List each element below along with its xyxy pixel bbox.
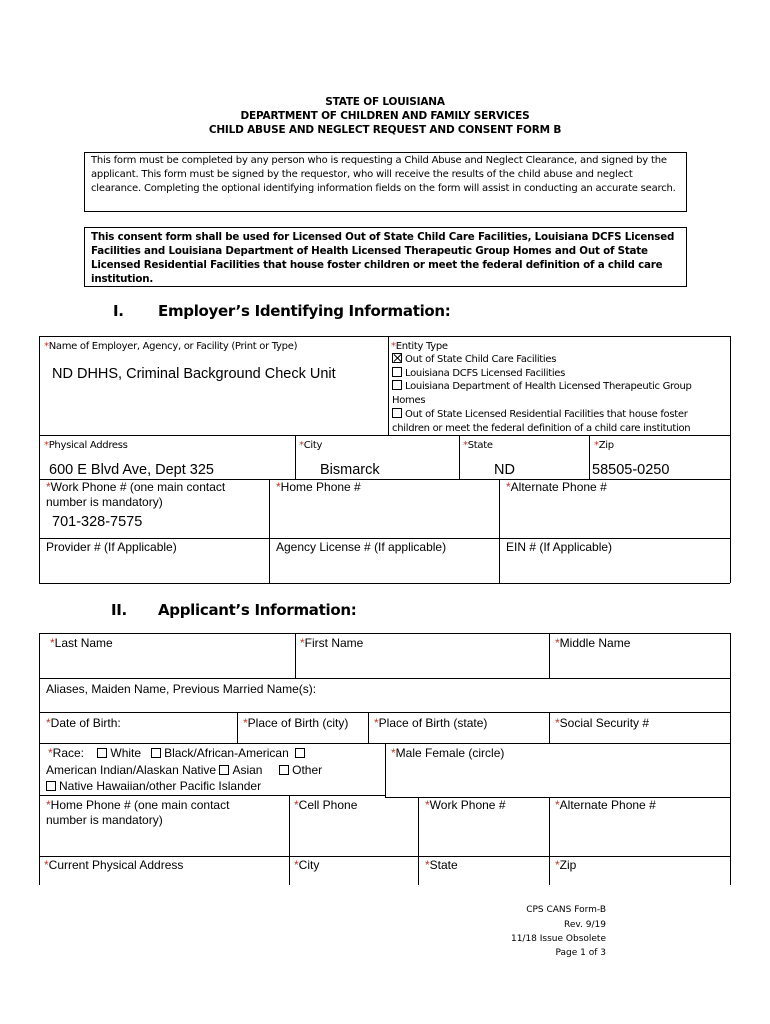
current-address-label: *Current Physical Address — [44, 858, 184, 872]
race-hawaiian-checkbox-icon[interactable] — [46, 781, 56, 791]
form-header-department: DEPARTMENT OF CHILDREN AND FAMILY SERVICES — [240, 110, 530, 122]
footer-page-number: Page 1 of 3 — [555, 948, 606, 958]
ein-label: EIN # (If Applicable) — [506, 540, 613, 554]
place-of-birth-city-label: *Place of Birth (city) — [243, 716, 349, 730]
form-title: CHILD ABUSE AND NEGLECT REQUEST AND CONSENT FORM B — [208, 124, 562, 136]
race-white-label: White — [110, 746, 142, 760]
applicant-alternate-phone-label: *Alternate Phone # — [555, 798, 656, 812]
employer-name-value[interactable]: ND DHHS, Criminal Background Check Unit — [52, 366, 336, 382]
applicant-cell-phone-label: *Cell Phone — [294, 798, 358, 812]
physical-address-label: *Physical Address — [44, 440, 128, 451]
entity-option-out-of-state-child-care[interactable]: Out of State Child Care Facilities — [392, 352, 556, 367]
section-2-numeral: II. — [111, 601, 127, 619]
place-of-birth-state-label: *Place of Birth (state) — [374, 716, 488, 730]
intro-notice: This form must be completed by any person who is requesting a Child Abuse and Neglect Clearance, and signed by the applicant. This form must be signed by the requestor, who will receive the results of the child abuse and neglect clearance. Completing the optional identifying information fields on the form will assist in conducting an accurate search. — [84, 152, 687, 212]
aliases-label: Aliases, Maiden Name, Previous Married Name(s): — [46, 682, 317, 696]
provider-number-label: Provider # (If Applicable) — [46, 540, 177, 554]
checkbox-icon[interactable] — [392, 367, 402, 377]
applicant-state-label: *State — [425, 858, 458, 872]
city-label: *City — [299, 440, 323, 451]
work-phone-label: *Work Phone # (one main contact number is mandatory) — [46, 480, 226, 509]
race-other-checkbox-icon[interactable] — [279, 765, 289, 775]
sex-label[interactable]: *Male Female (circle) — [391, 746, 505, 760]
consent-notice: This consent form shall be used for Licensed Out of State Child Care Facilities, Louisiana DCFS Licensed Facilities and Louisiana Department of Health Licensed Therapeutic Group Homes and Out of State Licensed Residential Facilities that house foster children or meet the federal definition of a child care institution. — [84, 227, 687, 287]
race-black-checkbox-icon[interactable] — [151, 748, 161, 758]
race-other-label: Other — [292, 763, 323, 777]
race-asian-checkbox-icon[interactable] — [219, 765, 229, 775]
footer-obsolete-note: 11/18 Issue Obsolete — [510, 934, 606, 944]
race-row-2 — [46, 763, 322, 778]
footer-form-id: CPS CANS Form-B — [526, 905, 606, 915]
form-header-state: STATE OF LOUISIANA — [325, 96, 445, 108]
state-value[interactable]: ND — [494, 462, 515, 478]
race-native-checkbox-icon[interactable] — [295, 748, 305, 758]
home-phone-label: *Home Phone # — [276, 480, 361, 494]
alternate-phone-label: *Alternate Phone # — [506, 480, 607, 494]
footer-revision: Rev. 9/19 — [564, 920, 606, 930]
work-phone-value[interactable]: 701-328-7575 — [52, 514, 143, 530]
state-label: *State — [463, 440, 493, 451]
checkbox-icon[interactable] — [392, 408, 402, 418]
social-security-label: *Social Security # — [555, 716, 650, 730]
zip-label: *Zip — [594, 440, 614, 451]
physical-address-value[interactable]: 600 E Blvd Ave, Dept 325 — [49, 462, 214, 478]
race-row-1: *Race: White Black/African-American — [48, 746, 308, 761]
entity-option-la-dcfs[interactable]: Louisiana DCFS Licensed Facilities — [392, 366, 565, 381]
race-row-3 — [46, 779, 261, 794]
race-asian-label: Asian — [232, 763, 263, 777]
race-hawaiian-label: Native Hawaiian/other Pacific Islander — [59, 779, 262, 793]
section-2-title: Applicant’s Information: — [158, 601, 357, 619]
date-of-birth-label: *Date of Birth: — [46, 716, 121, 730]
entity-type-label: *Entity Type — [391, 341, 448, 352]
first-name-label: *First Name — [300, 636, 364, 650]
section-1-title: Employer’s Identifying Information: — [158, 302, 451, 320]
checkbox-checked-icon[interactable] — [392, 353, 402, 363]
applicant-work-phone-label: *Work Phone # — [425, 798, 506, 812]
middle-name-label: *Middle Name — [555, 636, 631, 650]
race-native-label: American Indian/Alaskan Native — [46, 763, 217, 777]
entity-option-la-health[interactable]: Louisiana Department of Health Licensed Therapeutic Group Homes — [392, 381, 692, 406]
race-black-label: Black/African-American — [164, 746, 289, 760]
applicant-zip-label: *Zip — [555, 858, 577, 872]
entity-option-out-of-state-residential[interactable]: Out of State Licensed Residential Facilities that house foster children or meet the federal definition of a child care institution — [392, 409, 691, 434]
zip-value[interactable]: 58505-0250 — [592, 462, 670, 478]
race-label: Race: — [52, 746, 85, 760]
checkbox-icon[interactable] — [392, 380, 402, 390]
employer-name-label: *Name of Employer, Agency, or Facility (Print or Type) — [44, 341, 298, 352]
last-name-label: *Last Name — [50, 636, 113, 650]
section-1-numeral: I. — [113, 302, 124, 320]
agency-license-label: Agency License # (If applicable) — [276, 540, 447, 554]
applicant-home-phone-label: *Home Phone # (one main contact number is mandatory) — [46, 798, 230, 827]
race-white-checkbox-icon[interactable] — [97, 748, 107, 758]
city-value[interactable]: Bismarck — [320, 462, 380, 478]
applicant-city-label: *City — [294, 858, 320, 872]
